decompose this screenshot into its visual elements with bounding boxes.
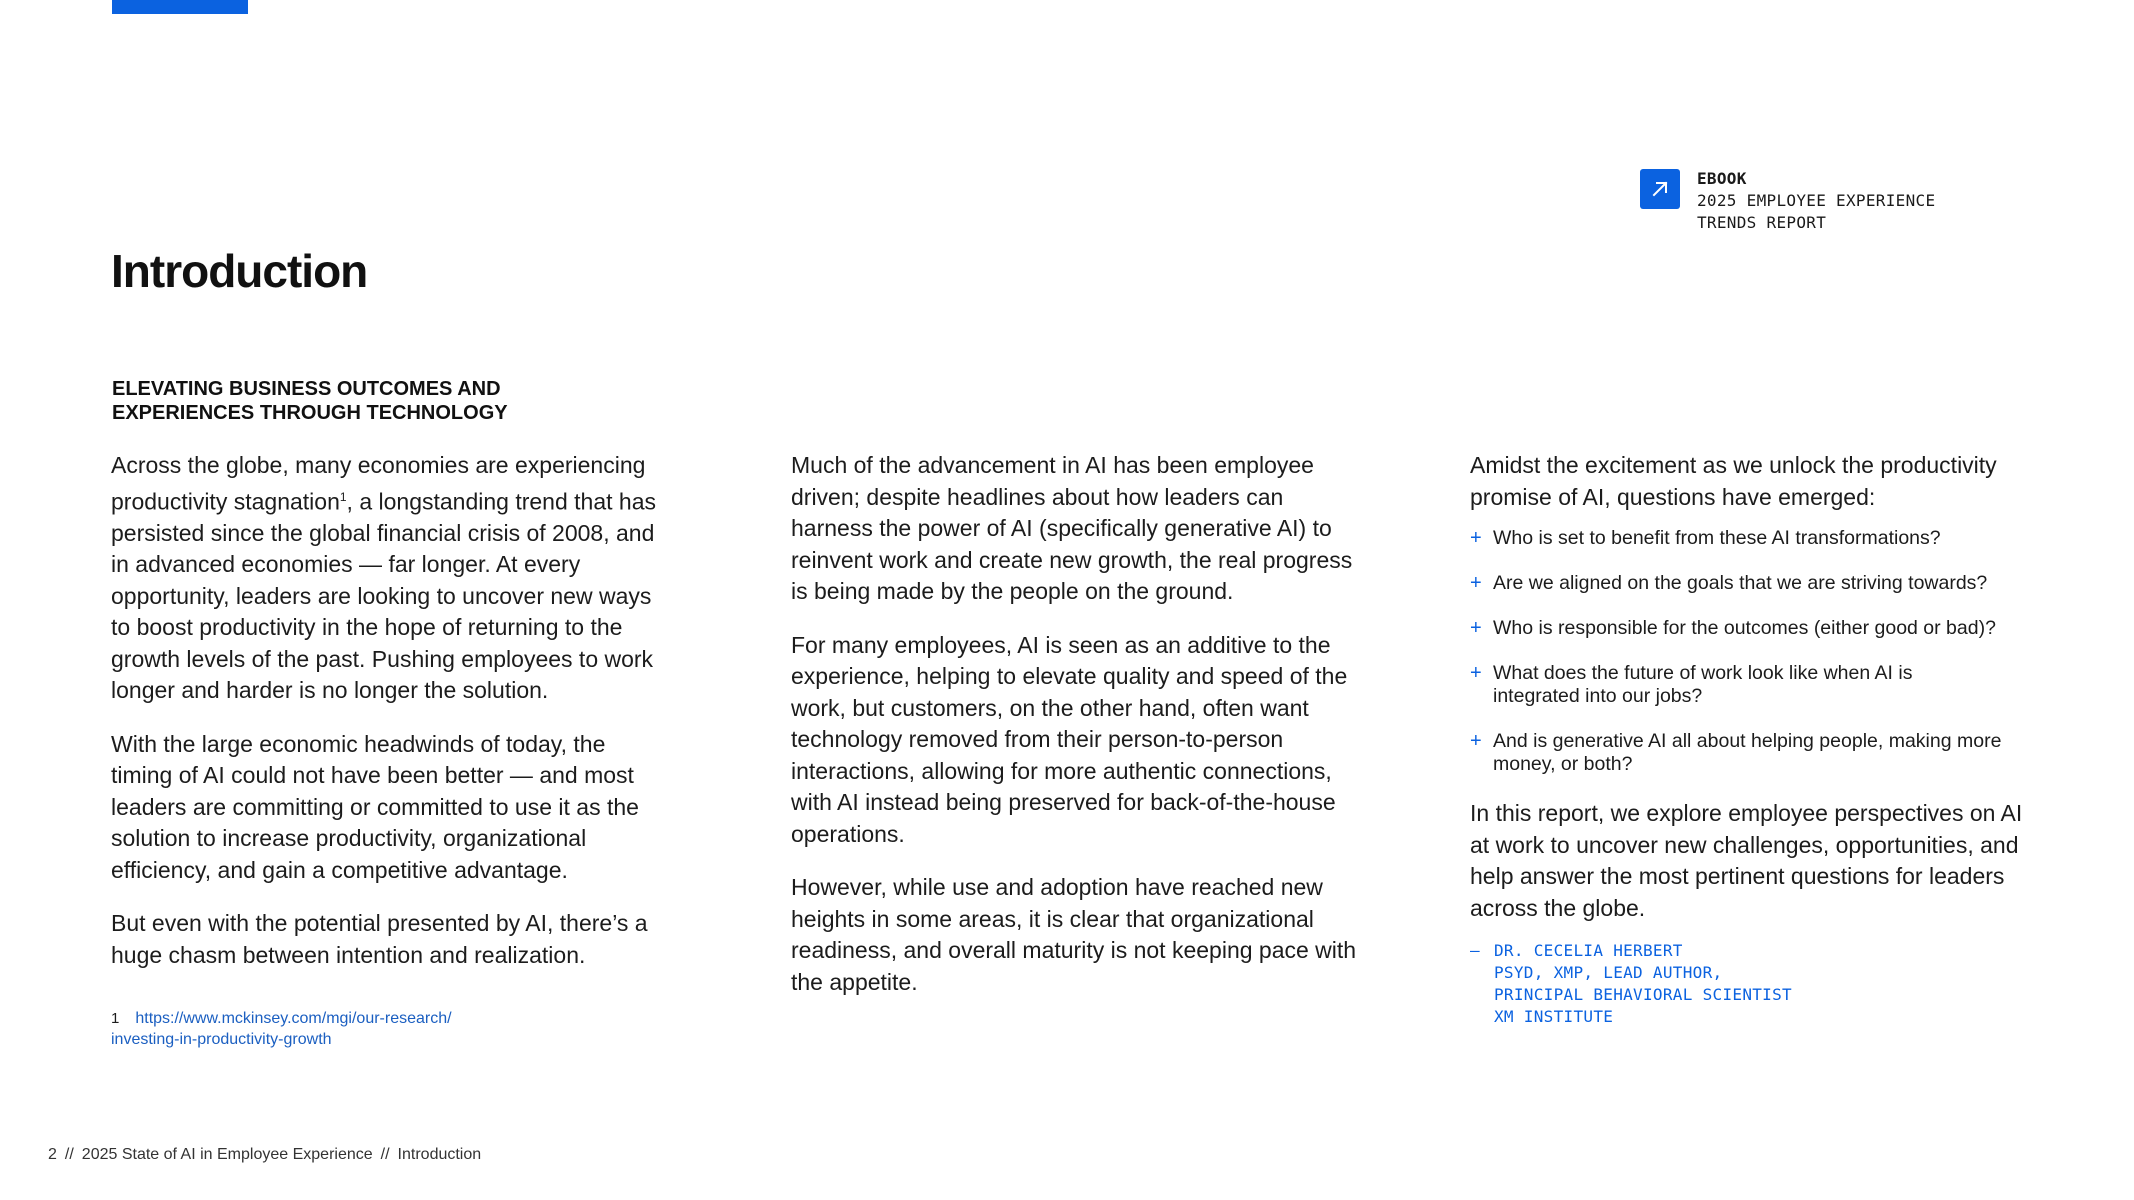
author-org: XM INSTITUTE — [1494, 1007, 1614, 1026]
ebook-title-line1: 2025 EMPLOYEE EXPERIENCE — [1697, 191, 1936, 210]
plus-icon: + — [1470, 730, 1482, 752]
question-item — [1470, 730, 2030, 776]
ebook-kind: EBOOK — [1697, 169, 1747, 188]
question-text: What does the future of work look like when AI is integrated into our jobs? — [1493, 662, 1913, 707]
author-role: PRINCIPAL BEHAVIORAL SCIENTIST — [1494, 985, 1792, 1004]
subhead-line2: EXPERIENCES THROUGH TECHNOLOGY — [112, 402, 508, 424]
ebook-badge[interactable] — [1640, 168, 1935, 234]
col2-paragraph-2: For many employees, AI is seen as an additive to the experience, helping to elevate quality and speed of the work, but customers, on the other hand, often want technology removed from their person-to-person interactions, allowing for more authentic connections, with AI instead being preserved for back-of-the-house operations. — [791, 631, 1348, 847]
footnote — [111, 1008, 551, 1050]
question-text: Who is set to benefit from these AI transformations? — [1493, 527, 1941, 549]
questions-list — [1470, 527, 2030, 776]
col2-paragraph-3: However, while use and adoption have reached new heights in some areas, it is clear that organizational readiness, and overall maturity is not keeping pace with the appetite. — [791, 874, 1357, 995]
page-footer — [48, 1146, 481, 1164]
column-2 — [791, 450, 1361, 1020]
col3-intro: Amidst the excitement as we unlock the productivity promise of AI, questions have emerged: — [1470, 452, 1997, 510]
footnote-number: 1 — [111, 1010, 120, 1027]
author-name: DR. CECELIA HERBERT — [1494, 941, 1683, 960]
footer-separator: // — [64, 1146, 74, 1163]
col1-paragraph-2: With the large economic headwinds of today, the timing of AI could not have been better — and most leaders are committing or committed to use it as the solution to increase productivity, organizational efficiency, and gain a competitive advantage. — [111, 730, 639, 883]
plus-icon: + — [1470, 662, 1482, 684]
col1-paragraph-3: But even with the potential presented by AI, there’s a huge chasm between intention and realization. — [111, 910, 648, 968]
footer-separator: // — [380, 1146, 390, 1163]
footnote-link-line2[interactable]: investing-in-productivity-growth — [111, 1031, 332, 1048]
footer-section: Introduction — [397, 1146, 482, 1163]
question-item — [1470, 662, 2030, 708]
footer-doc-title: 2025 State of AI in Employee Experience — [81, 1146, 373, 1163]
top-accent-bar — [112, 0, 248, 14]
col1-paragraph-1 — [111, 450, 671, 707]
author-credentials: PSYD, XMP, LEAD AUTHOR, — [1494, 963, 1723, 982]
column-1 — [111, 450, 671, 993]
plus-icon: + — [1470, 527, 1482, 549]
plus-icon: + — [1470, 617, 1482, 639]
author-signature — [1470, 940, 2030, 1028]
page-title: Introduction — [111, 245, 368, 297]
ebook-title-line2: TRENDS REPORT — [1697, 213, 1827, 232]
col1-p1-end: , a longstanding trend that has persisted since the global financial crisis of 2008, and in advanced economies — far longer. At every opportunity, leaders are looking to uncover new ways to boost productivity in the hope of returning to the growth levels of the past. Pushing employees to work longer and harder is no longer the solution. — [111, 488, 656, 704]
col2-paragraph-1: Much of the advancement in AI has been employee driven; despite headlines about how leaders can harness the power of AI (specifically generative AI) to reinvent work and create new growth, the real progress is being made by the people on the ground. — [791, 452, 1353, 604]
column-3 — [1470, 450, 2030, 1028]
question-text: And is generative AI all about helping people, making more money, or both? — [1493, 730, 2002, 775]
question-text: Are we aligned on the goals that we are striving towards? — [1493, 572, 1988, 594]
ebook-label-group — [1697, 168, 1935, 234]
question-item — [1470, 527, 2030, 550]
arrow-up-right-icon[interactable] — [1640, 169, 1680, 209]
question-item — [1470, 572, 2030, 595]
col3-closing: In this report, we explore employee perspectives on AI at work to uncover new challenges, opportunities, and help answer the most pertinent questions for leaders across the globe. — [1470, 800, 2023, 921]
subhead-line1: ELEVATING BUSINESS OUTCOMES AND — [112, 378, 501, 400]
plus-icon: + — [1470, 572, 1482, 594]
question-item — [1470, 617, 2030, 640]
col1-p1-start: Across the globe, many economies are experiencing productivity stagnation — [111, 452, 646, 515]
footnote-link-line1[interactable]: https://www.mckinsey.com/mgi/our-research/ — [135, 1010, 452, 1027]
section-subhead — [112, 377, 572, 425]
signature-dash: — — [1470, 941, 1480, 960]
question-text: Who is responsible for the outcomes (either good or bad)? — [1493, 617, 1996, 639]
footnote-ref-1[interactable]: 1 — [339, 489, 347, 504]
page-number: 2 — [48, 1146, 57, 1163]
